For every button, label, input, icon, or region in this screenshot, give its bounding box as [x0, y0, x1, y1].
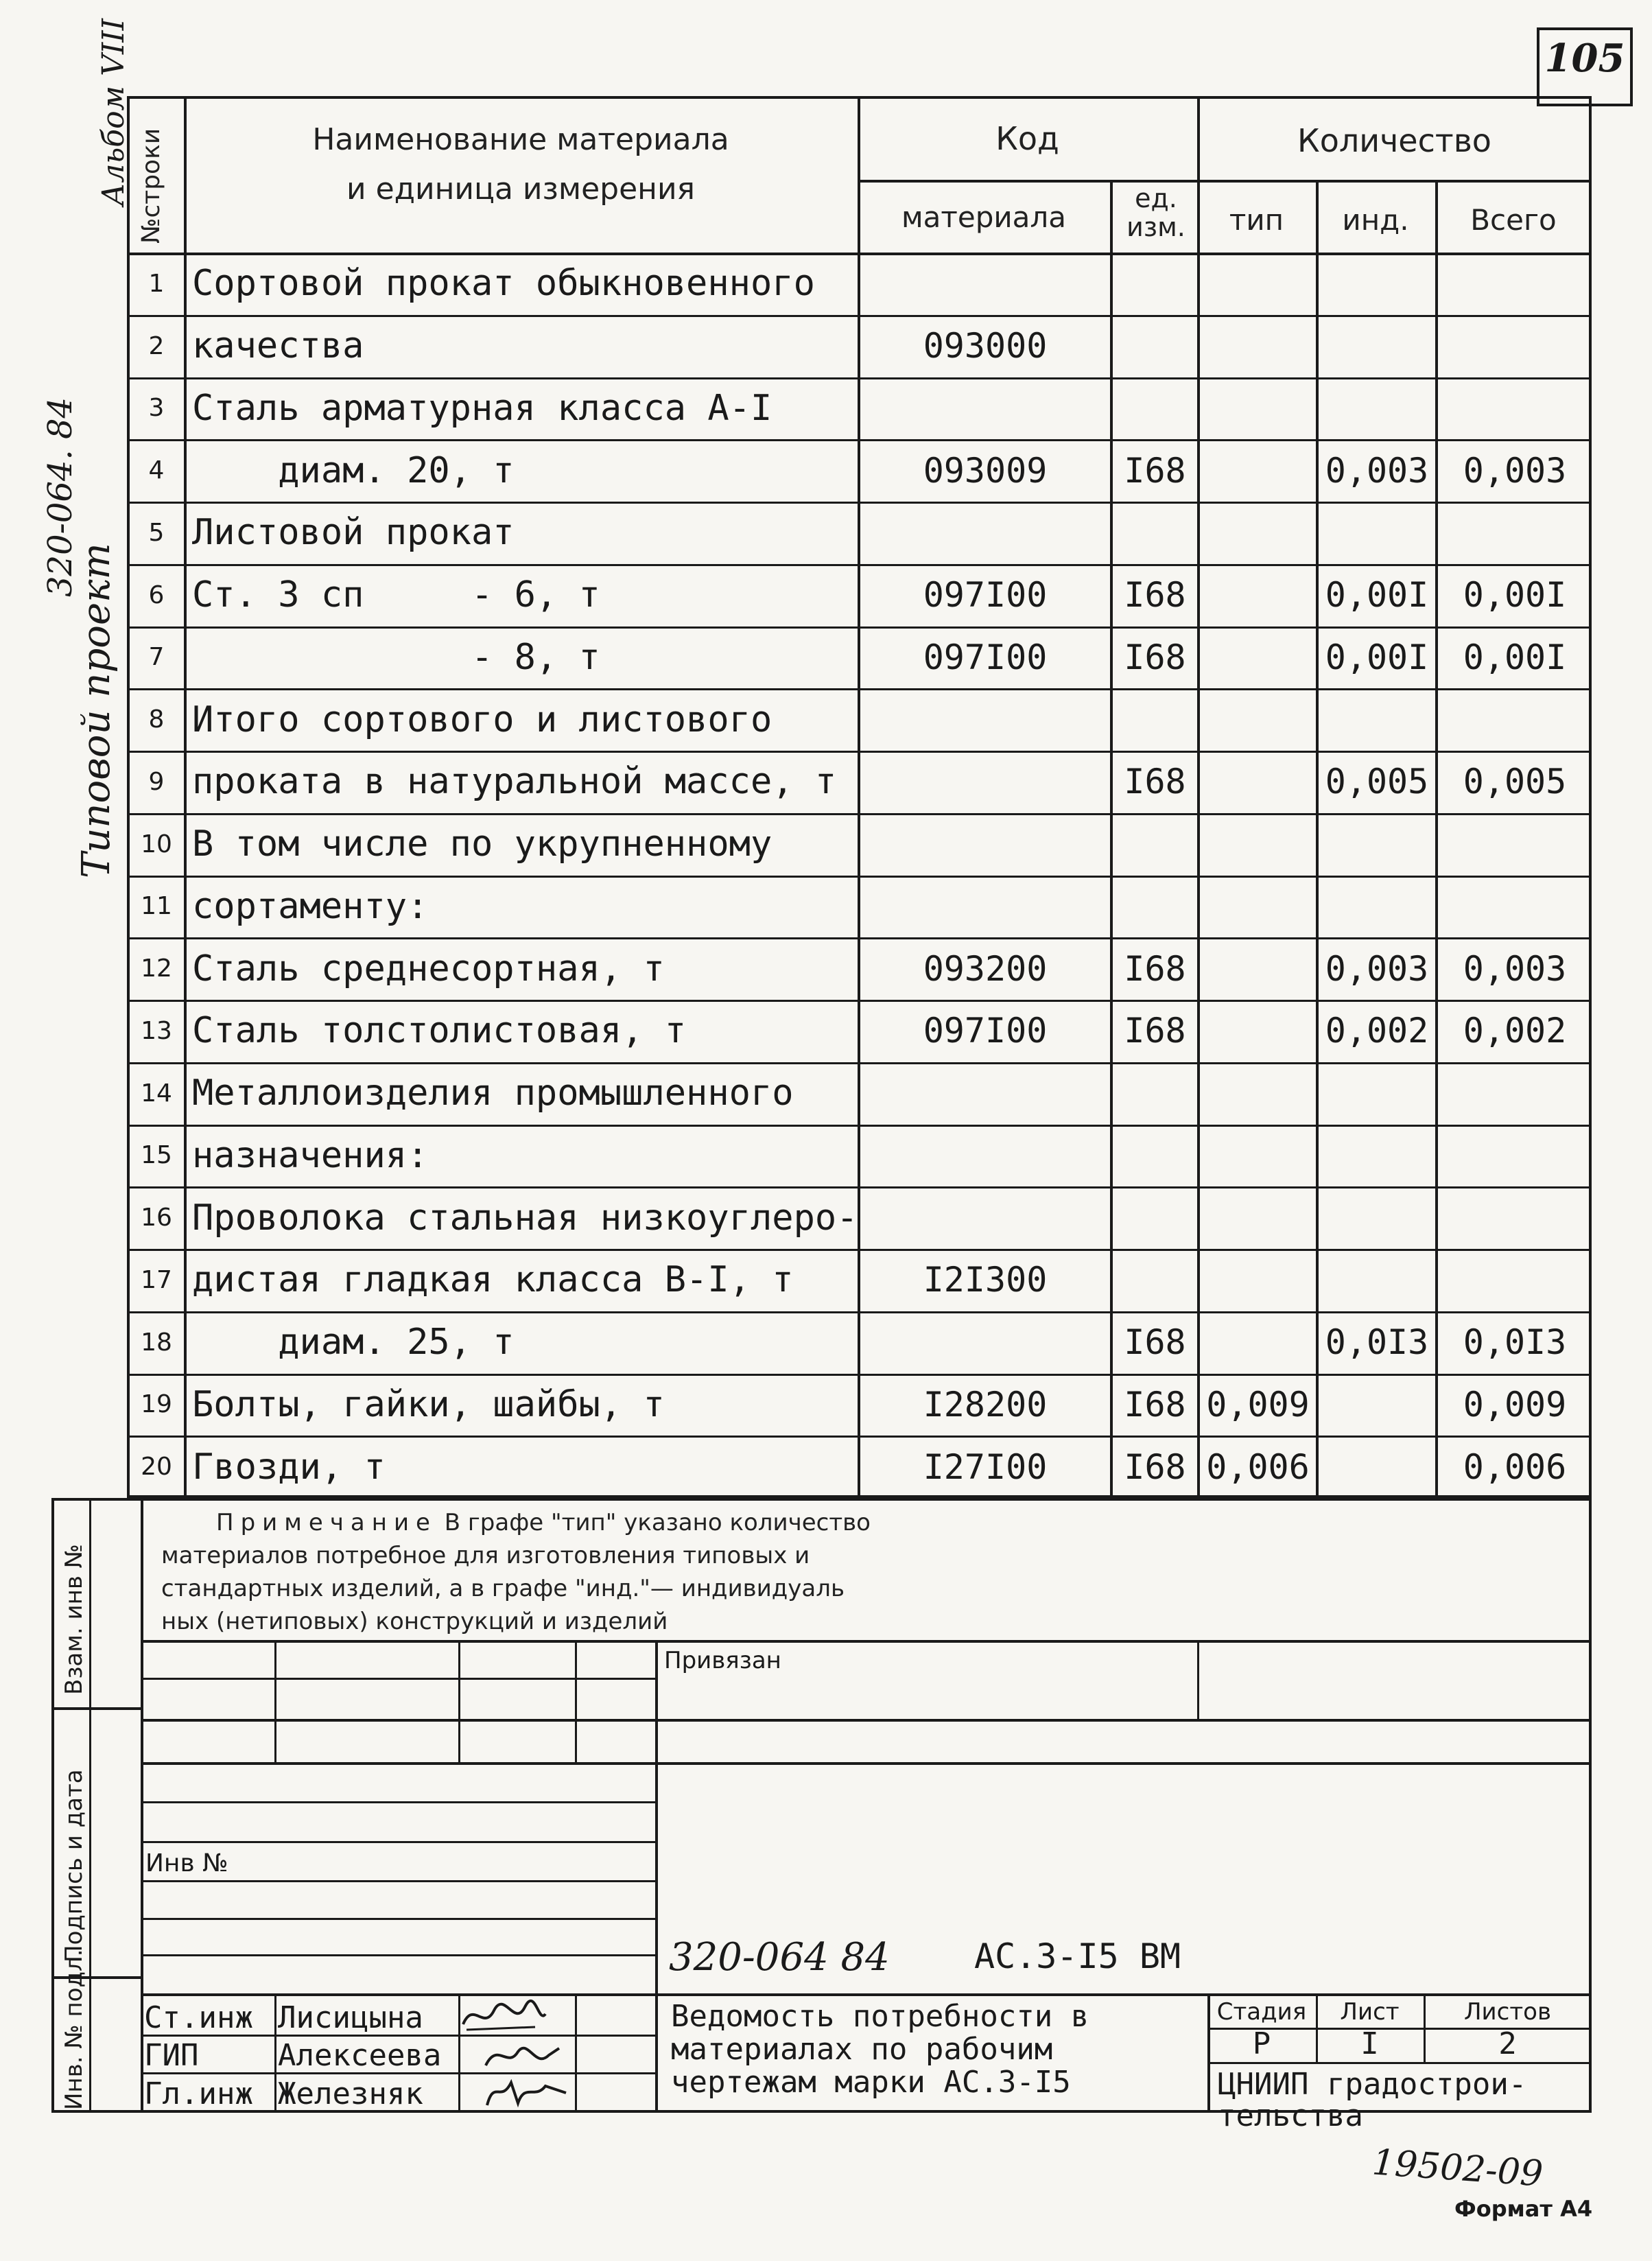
cell-code	[860, 1126, 1110, 1186]
row-divider	[127, 315, 1592, 317]
cell-num: 20	[141, 1453, 172, 1481]
cell-tip	[1200, 1126, 1316, 1186]
tb-main-divider	[655, 1640, 658, 2113]
cell-tip	[1200, 1313, 1316, 1372]
cell-num: 19	[141, 1390, 172, 1419]
cell-tip	[1200, 628, 1316, 688]
row-divider	[127, 1062, 1592, 1064]
cell-total: 0,006	[1463, 1446, 1567, 1487]
cell-code	[860, 503, 1110, 563]
cell-ind	[1319, 690, 1435, 749]
cell-total: 0,0I3	[1463, 1322, 1567, 1363]
tb-grid-row	[141, 1841, 655, 1843]
row-divider	[127, 626, 1592, 629]
header-qty-type: тип	[1229, 203, 1284, 237]
row-divider	[127, 688, 1592, 690]
cell-total	[1438, 877, 1592, 937]
cell-code	[860, 752, 1110, 812]
cell-name: назначения:	[192, 1134, 429, 1176]
header-row-num: №строки	[137, 128, 165, 244]
cell-total	[1438, 1250, 1592, 1310]
cell-num: 11	[141, 892, 172, 921]
side-label-vzam: Взам. инв №	[60, 1543, 88, 1695]
cell-num: 12	[141, 954, 172, 983]
cell-num: 15	[141, 1141, 172, 1170]
inv-no-label: Инв №	[145, 1849, 228, 1877]
tb-grid-col	[274, 1640, 276, 1764]
cell-code: 097I00	[923, 575, 1048, 616]
cell-ind	[1319, 1064, 1435, 1123]
cell-name: Сталь арматурная класса А-I	[192, 387, 772, 429]
cell-code: 093200	[923, 948, 1048, 989]
signature-name-1: Лисицына	[278, 2000, 423, 2035]
cell-name: диам. 25, т	[192, 1322, 515, 1363]
cell-ind	[1319, 316, 1435, 376]
row-divider	[127, 502, 1592, 504]
cell-total: 0,00I	[1463, 637, 1567, 677]
row-divider	[127, 377, 1592, 379]
cell-ind	[1319, 379, 1435, 438]
cell-tip	[1200, 1188, 1316, 1247]
note-line2: материалов потребное для изготовления типовых и	[161, 1542, 810, 1569]
cell-unit	[1113, 316, 1197, 376]
organization-line2: тельства	[1218, 2098, 1363, 2133]
cell-total: 0,003	[1463, 948, 1567, 989]
cell-tip	[1200, 815, 1316, 874]
cell-total	[1438, 379, 1592, 438]
cell-ind	[1319, 1437, 1435, 1497]
cell-num: 13	[141, 1016, 172, 1045]
tb-stage-row-2	[1207, 2062, 1592, 2064]
cell-ind: 0,00I	[1325, 637, 1429, 677]
cell-code	[860, 1188, 1110, 1247]
cell-unit: I68	[1124, 1384, 1186, 1425]
cell-total	[1438, 1188, 1592, 1247]
doc-code-handwritten: 320-064 84	[669, 1935, 890, 1980]
header-name-line1: Наименование материала	[312, 122, 729, 157]
cell-tip	[1200, 441, 1316, 500]
cell-num: 10	[141, 830, 172, 858]
cell-code: 093000	[923, 326, 1048, 366]
cell-ind: 0,00I	[1325, 575, 1429, 616]
cell-name: дистая гладкая класса В-I, т	[192, 1259, 794, 1301]
cell-num: 9	[148, 767, 165, 796]
header-code-material: материала	[901, 200, 1066, 234]
cell-code	[860, 254, 1110, 314]
tb-grid-row	[141, 1762, 1592, 1765]
cell-tip	[1200, 379, 1316, 438]
cell-code: I28200	[923, 1384, 1048, 1425]
cell-total: 0,005	[1463, 762, 1567, 802]
cell-ind: 0,0I3	[1325, 1322, 1429, 1363]
tb-grid-row	[141, 1678, 655, 1680]
project-type-margin: Типовой проект	[74, 543, 119, 878]
cell-unit: I68	[1124, 1446, 1186, 1487]
header-name-line2: и единица измерения	[346, 172, 696, 207]
cell-code: 097I00	[923, 1011, 1048, 1051]
note-title: Примечание	[216, 1509, 437, 1536]
signature-scribble-2	[480, 2035, 563, 2072]
cell-name: сортаменту:	[192, 885, 429, 927]
cell-unit: I68	[1124, 1322, 1186, 1363]
cell-unit: I68	[1124, 637, 1186, 677]
cell-num: 1	[148, 269, 165, 298]
cell-tip: 0,009	[1206, 1384, 1310, 1425]
cell-ind	[1319, 815, 1435, 874]
bottom-number: 19502-09	[1371, 2142, 1544, 2195]
side-label-podpis: Подпись и дата	[60, 1769, 88, 1963]
tb-grid-col	[575, 1640, 577, 1764]
tb-grid-row	[141, 1880, 655, 1882]
cell-ind: 0,002	[1325, 1011, 1429, 1051]
side-label-inv-podl: Инв. № подл.	[60, 1949, 88, 2110]
cell-total: 0,00I	[1463, 575, 1567, 616]
cell-num: 5	[148, 518, 165, 547]
cell-ind	[1319, 877, 1435, 937]
row-divider	[127, 876, 1592, 878]
cell-tip	[1200, 690, 1316, 749]
cell-code	[860, 815, 1110, 874]
cell-name: - 8, т	[192, 636, 600, 678]
cell-tip	[1200, 503, 1316, 563]
cell-total: 0,003	[1463, 450, 1567, 491]
project-code-margin: 320-064. 84	[41, 397, 80, 597]
cell-unit	[1113, 503, 1197, 563]
organization-line1: ЦНИИП градострои-	[1218, 2067, 1527, 2102]
header-code-group: Код	[995, 120, 1059, 157]
cell-name: Ст. 3 сп - 6, т	[192, 574, 600, 616]
signature-role-3: Гл.инж	[144, 2076, 253, 2111]
cell-code	[860, 379, 1110, 438]
signature-scribble-3	[480, 2072, 569, 2110]
note-line1: В графе "тип" указано количество	[444, 1509, 871, 1536]
cell-total	[1438, 1126, 1592, 1186]
cell-unit	[1113, 1188, 1197, 1247]
cell-code: I27I00	[923, 1446, 1048, 1487]
cell-tip	[1200, 877, 1316, 937]
cell-code	[860, 1064, 1110, 1123]
doc-title-line3: чертежам марки АС.3-I5	[671, 2065, 1071, 2100]
doc-title	[671, 2000, 1089, 2099]
cell-code: 097I00	[923, 637, 1048, 677]
cell-name: Металлоизделия промышленного	[192, 1073, 794, 1114]
note-line4: ных (нетиповых) конструкций и изделий	[161, 1608, 668, 1635]
cell-num: 2	[148, 331, 165, 360]
cell-name: Проволока стальная низкоуглеро-	[192, 1197, 858, 1239]
cell-unit	[1113, 1064, 1197, 1123]
sheet-value: I	[1360, 2026, 1379, 2061]
cell-ind: 0,003	[1325, 450, 1429, 491]
signature-name-2: Алексеева	[278, 2038, 442, 2073]
tb-grid-col	[575, 1993, 577, 2113]
cell-tip	[1200, 1250, 1316, 1310]
cell-total	[1438, 690, 1592, 749]
cell-name: Болты, гайки, шайбы, т	[192, 1383, 665, 1425]
cell-ind	[1319, 503, 1435, 563]
doc-title-line1: Ведомость потребности в	[671, 1999, 1089, 2034]
cell-name: диам. 20, т	[192, 449, 515, 491]
stage-label: Стадия	[1216, 1998, 1307, 2026]
cell-tip	[1200, 939, 1316, 998]
row-divider	[127, 1125, 1592, 1127]
cell-num: 17	[141, 1265, 172, 1294]
tb-privyazan-divider	[1197, 1640, 1199, 1719]
cell-tip	[1200, 254, 1316, 314]
cell-ind	[1319, 1188, 1435, 1247]
cell-tip: 0,006	[1206, 1446, 1310, 1487]
cell-total	[1438, 1064, 1592, 1123]
cell-ind	[1319, 1250, 1435, 1310]
row-divider	[127, 1186, 1592, 1188]
cell-num: 16	[141, 1204, 172, 1232]
cell-name: Сталь толстолистовая, т	[192, 1010, 687, 1052]
sheets-label: Листов	[1463, 1998, 1551, 2026]
cell-unit	[1113, 254, 1197, 314]
header-subline	[858, 180, 1592, 183]
row-divider	[127, 439, 1592, 441]
cell-name: Сортовой прокат обыкновенного	[192, 263, 815, 305]
cell-num: 4	[148, 456, 165, 485]
cell-num: 7	[148, 643, 165, 672]
cell-unit	[1113, 877, 1197, 937]
cell-unit	[1113, 815, 1197, 874]
side-inner-line	[89, 1498, 91, 2113]
header-qty-total: Всего	[1470, 203, 1557, 237]
cell-unit: I68	[1124, 450, 1186, 491]
row-divider	[127, 1374, 1592, 1376]
privyazan-label: Привязан	[664, 1647, 781, 1674]
header-qty-ind: инд.	[1342, 203, 1409, 237]
cell-total: 0,009	[1463, 1384, 1567, 1425]
album-label: Альбом VIII	[96, 18, 131, 206]
side-line-1	[51, 1707, 143, 1710]
cell-name: Итого сортового и листового	[192, 699, 772, 740]
cell-unit: I68	[1124, 762, 1186, 802]
row-divider	[127, 1436, 1592, 1438]
cell-code	[860, 877, 1110, 937]
page-number: 105	[1544, 36, 1625, 81]
cell-ind: 0,005	[1325, 762, 1429, 802]
organization	[1218, 2069, 1526, 2132]
sheets-value: 2	[1498, 2026, 1517, 2061]
cell-code	[860, 690, 1110, 749]
signature-role-2: ГИП	[144, 2038, 199, 2073]
cell-ind	[1319, 254, 1435, 314]
cell-unit	[1113, 1250, 1197, 1310]
cell-ind: 0,003	[1325, 948, 1429, 989]
tb-grid-row	[141, 1918, 655, 1920]
header-qty-group: Количество	[1297, 122, 1491, 159]
tb-grid-row	[141, 1954, 655, 1956]
cell-tip	[1200, 1064, 1316, 1123]
cell-name: качества	[192, 325, 364, 367]
cell-name: Сталь среднесортная, т	[192, 948, 665, 989]
row-divider	[127, 813, 1592, 815]
cell-num: 3	[148, 394, 165, 423]
header-code-unit: ед. изм.	[1126, 183, 1185, 242]
tb-grid-row	[141, 1993, 1592, 1996]
sheet-label: Лист	[1340, 1998, 1400, 2026]
cell-num: 8	[148, 705, 165, 734]
cell-name: Листовой прокат	[192, 512, 515, 554]
signature-role-1: Ст.инж	[144, 2000, 253, 2035]
row-divider	[127, 1249, 1592, 1251]
cell-total	[1438, 316, 1592, 376]
cell-tip	[1200, 565, 1316, 625]
cell-code: I2I300	[923, 1260, 1048, 1300]
cell-code	[860, 1313, 1110, 1372]
cell-unit	[1113, 690, 1197, 749]
cell-total	[1438, 254, 1592, 314]
doc-code: АС.3-I5 ВМ	[974, 1936, 1181, 1976]
cell-unit	[1113, 1126, 1197, 1186]
signature-name-3: Железняк	[278, 2076, 423, 2111]
tb-grid-col	[458, 1640, 460, 1764]
row-divider	[127, 564, 1592, 566]
cell-tip	[1200, 316, 1316, 376]
format-label: Формат А4	[1454, 2196, 1593, 2222]
tb-grid-col	[274, 1993, 276, 2113]
signature-scribble-1	[460, 1997, 549, 2035]
row-divider	[127, 1311, 1592, 1313]
stage-value: Р	[1252, 2026, 1271, 2061]
doc-title-line2: материалах по рабочим	[671, 2032, 1053, 2067]
cell-total: 0,002	[1463, 1011, 1567, 1051]
cell-name: проката в натуральной массе, т	[192, 761, 837, 803]
cell-name: Гвозди, т	[192, 1446, 386, 1488]
cell-ind	[1319, 1126, 1435, 1186]
tb-line-top	[141, 1640, 1592, 1643]
cell-unit: I68	[1124, 575, 1186, 616]
row-divider	[127, 1000, 1592, 1002]
cell-code: 093009	[923, 450, 1048, 491]
cell-unit: I68	[1124, 948, 1186, 989]
row-divider	[127, 751, 1592, 753]
tb-grid-row	[141, 1801, 655, 1803]
cell-num: 18	[141, 1328, 172, 1357]
cell-tip	[1200, 752, 1316, 812]
cell-tip	[1200, 1001, 1316, 1061]
cell-total	[1438, 503, 1592, 563]
cell-unit: I68	[1124, 1011, 1186, 1051]
cell-unit	[1113, 379, 1197, 438]
cell-ind	[1319, 1375, 1435, 1435]
cell-total	[1438, 815, 1592, 874]
cell-name: В том числе по укрупненному	[192, 823, 772, 865]
tb-grid-row	[141, 1719, 1592, 1722]
row-divider	[127, 937, 1592, 939]
note-line3: стандартных изделий, а в графе "инд."— индивидуаль	[161, 1575, 845, 1602]
cell-num: 14	[141, 1079, 172, 1108]
cell-num: 6	[148, 581, 165, 609]
